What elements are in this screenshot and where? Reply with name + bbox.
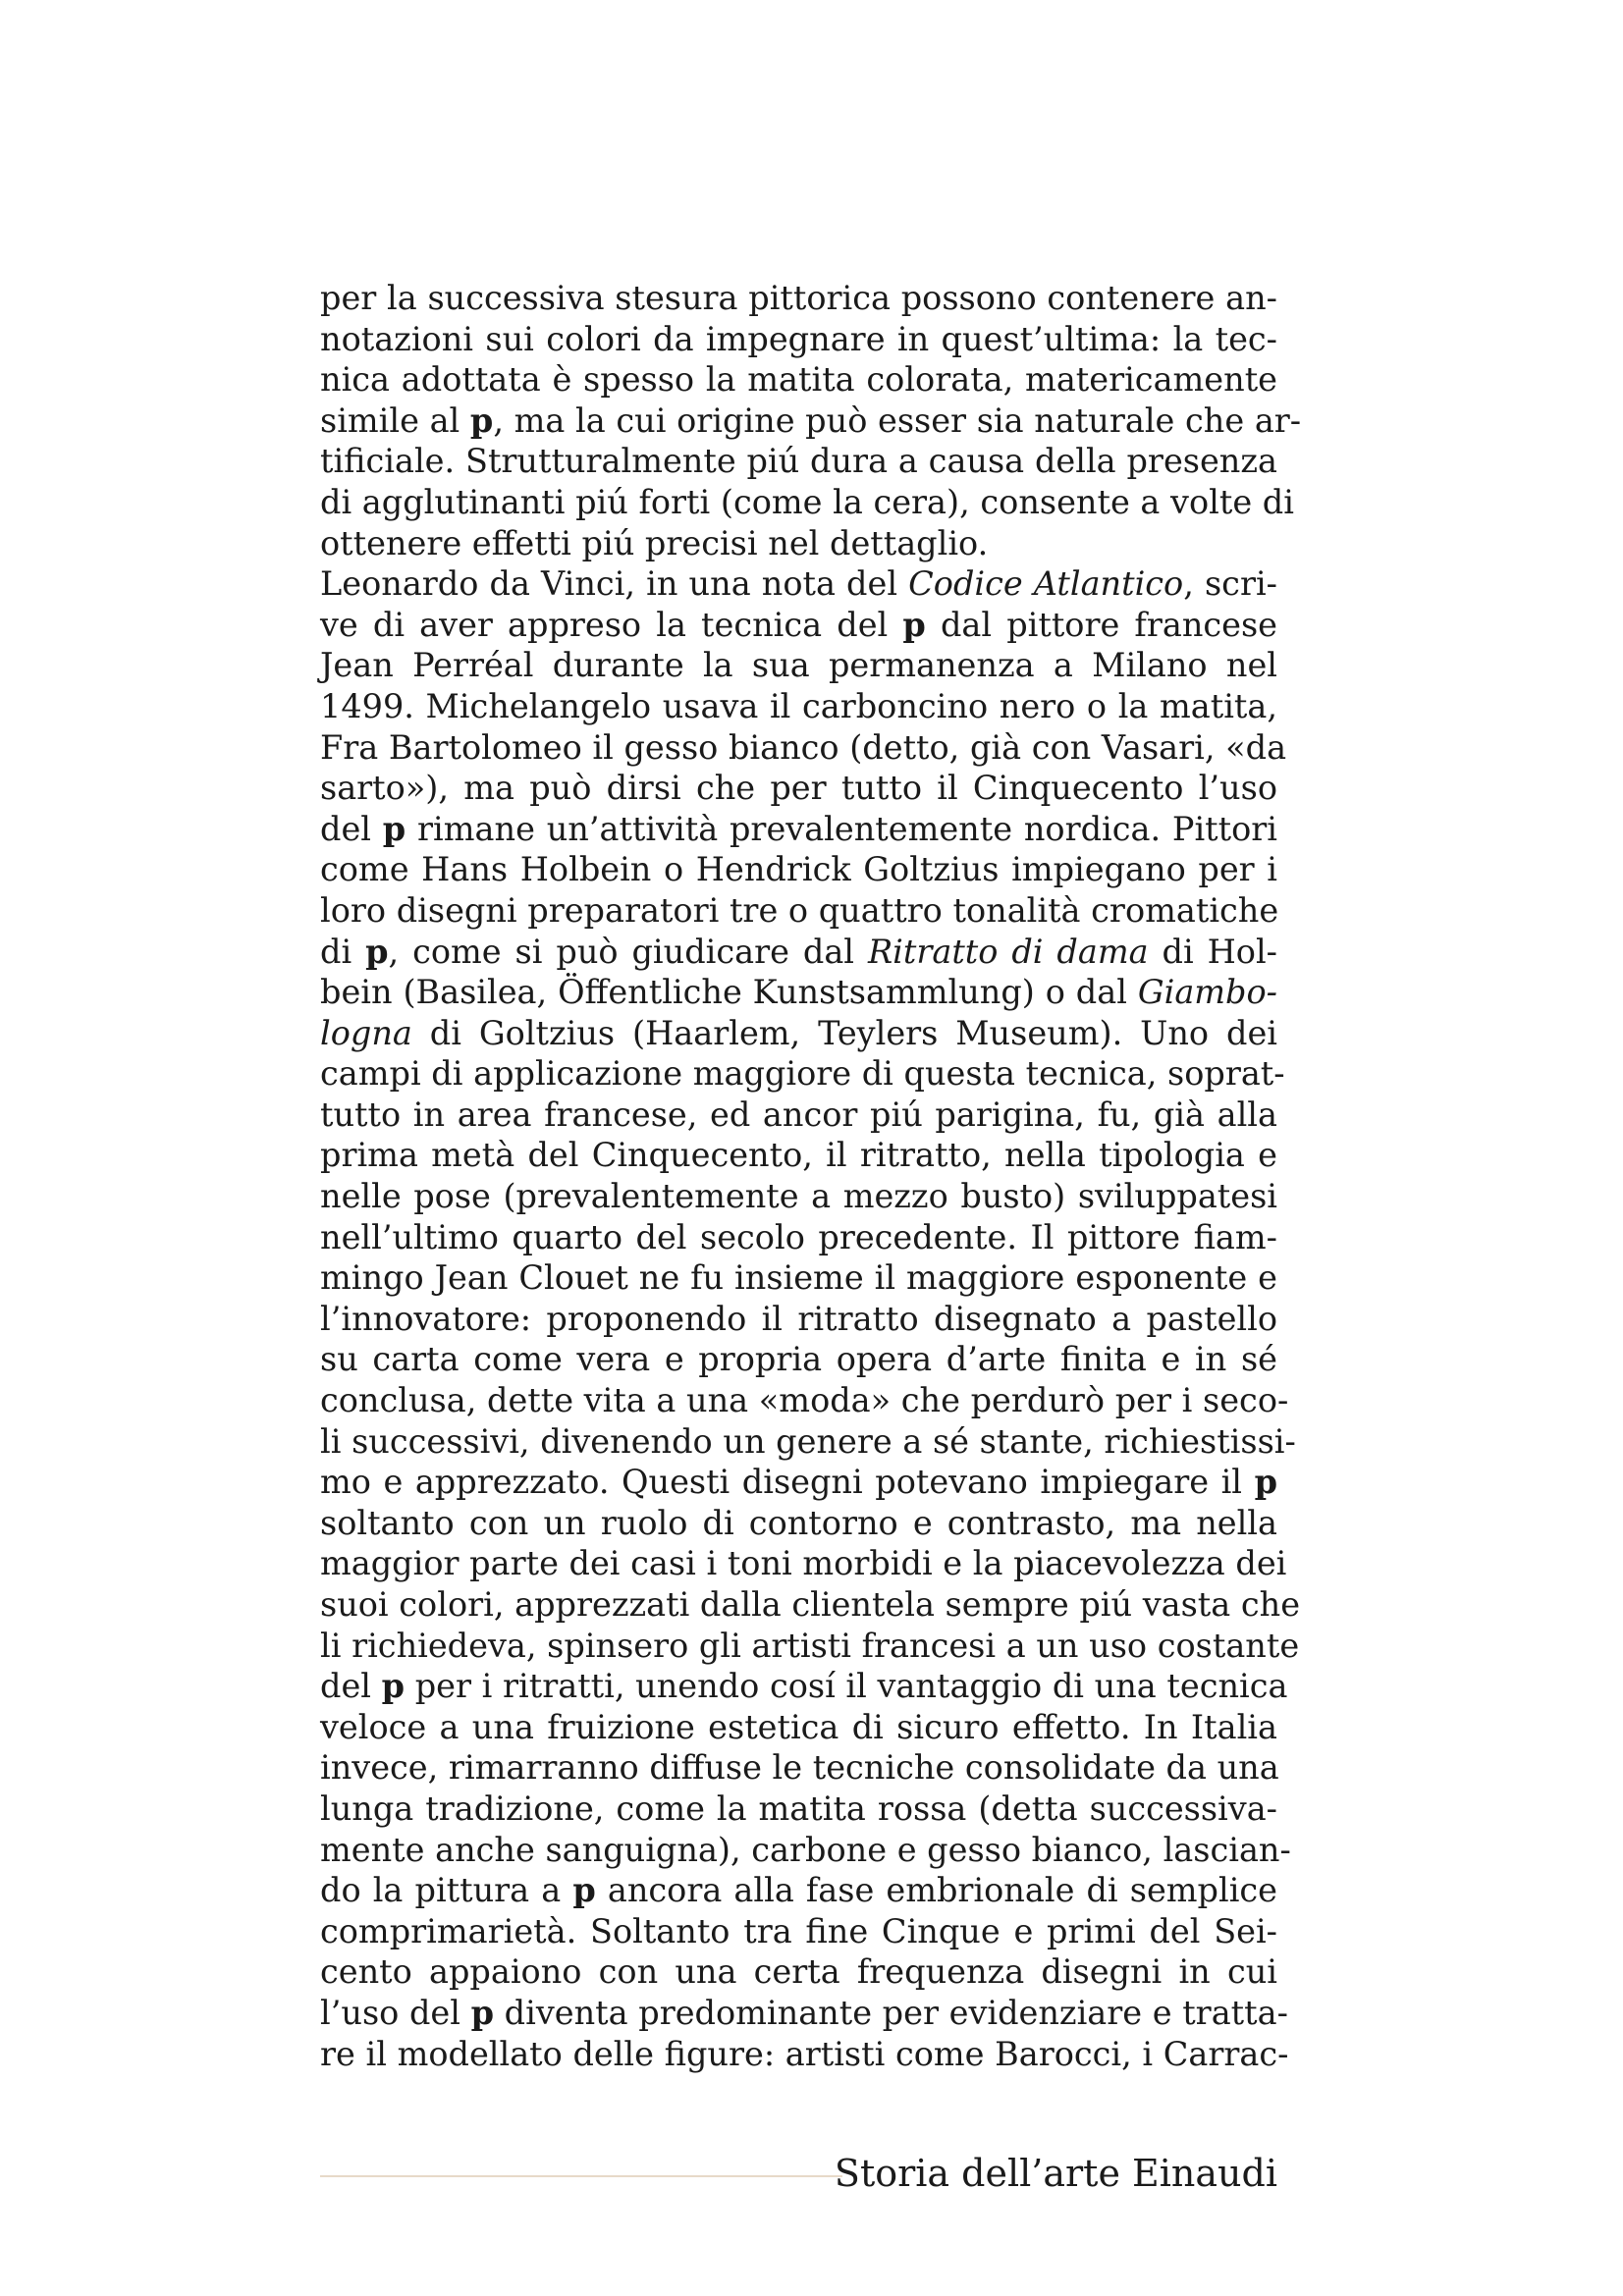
text-segment: loro disegni preparatori tre o quattro tonalità cromatiche — [320, 890, 1279, 930]
text-line — [320, 1830, 1291, 1871]
text-line — [320, 932, 1277, 973]
text-segment: l’uso del — [320, 1993, 471, 2032]
bold-term: p — [470, 1993, 495, 2032]
text-line — [320, 1707, 1277, 1748]
text-segment: di agglutinanti piú forti (come la cera), consente a volte di — [320, 482, 1294, 521]
text-segment: nell’ultimo quarto del secolo precedente. Il pittore fiam- — [320, 1217, 1277, 1256]
italic-title: Giambo- — [1137, 973, 1277, 1012]
text-segment: li successivi, divenendo un genere a sé stante, richiestissi- — [320, 1421, 1296, 1461]
text-line — [320, 441, 1277, 482]
bold-term: p — [572, 1871, 596, 1910]
text-segment: , come si può giudicare dal — [388, 932, 868, 971]
text-segment: ottenere effetti piú precisi nel dettaglio. — [320, 523, 989, 562]
text-line — [320, 1666, 1288, 1707]
text-line — [320, 1299, 1277, 1340]
text-segment: 1499. Michelangelo usava il carboncino nero o la matita, — [320, 686, 1277, 725]
text-segment: veloce a una fruizione estetica di sicuro effetto. In Italia — [320, 1707, 1277, 1746]
text-line — [320, 1380, 1289, 1421]
text-line — [320, 727, 1287, 769]
text-segment: tificiale. Strutturalmente piú dura a causa della presenza — [320, 442, 1277, 481]
text-segment: Fra Bartolomeo il gesso bianco (detto, già con Vasari, «da — [320, 727, 1287, 767]
text-segment: di — [320, 932, 366, 971]
text-line — [320, 849, 1277, 890]
text-segment: su carta come vera e propria opera d’arte finita e in sé — [320, 1340, 1277, 1379]
text-segment: maggior parte dei casi i toni morbidi e la piacevolezza dei — [320, 1544, 1287, 1583]
text-line — [320, 1584, 1301, 1626]
text-line — [320, 1095, 1277, 1136]
text-line — [320, 563, 1277, 605]
text-segment: soltanto con un ruolo di contorno e contrasto, ma nella — [320, 1503, 1277, 1542]
text-segment: conclusa, dette vita a una «moda» che perdurò per i seco- — [320, 1381, 1289, 1420]
italic-title: Ritratto di dama — [867, 932, 1149, 971]
text-segment: di Goltzius (Haarlem, Teylers Museum). Uno dei — [411, 1013, 1277, 1052]
text-line — [320, 768, 1277, 809]
text-line — [320, 1217, 1277, 1258]
text-line — [320, 523, 1277, 564]
text-line — [320, 1257, 1277, 1299]
text-line — [320, 482, 1294, 523]
text-segment: campi di applicazione maggiore di questa tecnica, soprat- — [320, 1054, 1285, 1094]
text-segment: , ma la cui origine può esser sia naturale che ar- — [493, 400, 1302, 440]
text-segment: prima metà del Cinquecento, il ritratto, nella tipologia e — [320, 1136, 1277, 1175]
text-segment: Leonardo da Vinci, in una nota del — [320, 564, 909, 604]
text-segment: invece, rimarranno diffuse le tecniche consolidate da una — [320, 1748, 1279, 1788]
text-segment: nelle pose (prevalentemente a mezzo busto) sviluppatesi — [320, 1177, 1277, 1216]
text-segment: per i ritratti, unendo cosí il vantaggio di una tecnica — [405, 1667, 1288, 1706]
text-segment: do la pittura a — [320, 1871, 573, 1910]
italic-title: Codice Atlantico — [908, 564, 1184, 604]
bold-term: p — [902, 605, 926, 644]
text-line — [320, 890, 1277, 932]
text-segment: nica adottata è spesso la matita colorata, matericamente — [320, 360, 1277, 400]
text-line — [320, 400, 1302, 442]
text-segment: li richiedeva, spinsero gli artisti francesi a un uso costante — [320, 1626, 1300, 1665]
text-line — [320, 1339, 1277, 1380]
text-line — [320, 1993, 1288, 2034]
text-segment: di Hol- — [1148, 932, 1277, 971]
text-line — [320, 686, 1277, 727]
text-line — [320, 1951, 1277, 1993]
text-segment: sarto»), ma può dirsi che per tutto il Cinquecento l’uso — [320, 769, 1277, 808]
text-segment: comprimarietà. Soltanto tra fine Cinque e primi del Sei- — [320, 1911, 1277, 1950]
text-line — [320, 809, 1277, 850]
text-segment: per la successiva stesura pittorica possono contenere an- — [320, 279, 1277, 317]
text-line — [320, 1911, 1277, 1952]
text-segment: del — [320, 809, 383, 848]
text-line — [320, 605, 1277, 646]
bold-term: p — [382, 809, 406, 848]
bold-term: p — [469, 400, 494, 440]
text-line — [320, 1747, 1277, 1789]
text-line — [320, 2034, 1289, 2075]
text-line — [320, 1462, 1277, 1503]
text-line — [320, 1543, 1287, 1584]
text-segment: lunga tradizione, come la matita rossa (detta successiva- — [320, 1789, 1277, 1828]
text-segment: diventa predominante per evidenziare e tratta- — [494, 1993, 1288, 2032]
bold-term: p — [365, 932, 389, 971]
text-segment: come Hans Holbein o Hendrick Goltzius impiegano per i — [320, 850, 1277, 889]
text-line — [320, 645, 1277, 686]
text-line — [320, 1013, 1277, 1054]
text-segment: cento appaiono con una certa frequenza disegni in cui — [320, 1952, 1277, 1992]
text-segment: notazioni sui colori da impegnare in quest’ultima: la tec- — [320, 319, 1277, 358]
text-line — [320, 319, 1277, 360]
text-line — [320, 278, 1277, 319]
text-segment: dal pittore francese — [925, 605, 1277, 644]
text-segment: suoi colori, apprezzati dalla clientela sempre piú vasta che — [320, 1585, 1301, 1624]
text-segment: ve di aver appreso la tecnica del — [320, 605, 903, 644]
text-segment: rimane un’attività prevalentemente nordica. Pittori — [406, 809, 1277, 848]
text-segment: Jean Perréal durante la sua permanenza a Milano nel — [320, 646, 1277, 685]
text-line — [320, 1870, 1277, 1911]
body-text — [320, 278, 1302, 2074]
text-line — [320, 1135, 1277, 1176]
text-segment: del — [320, 1667, 382, 1706]
text-line — [320, 359, 1277, 400]
text-line — [320, 1053, 1285, 1095]
text-segment: mingo Jean Clouet ne fu insieme il maggiore esponente e — [320, 1258, 1277, 1298]
text-line — [320, 1421, 1296, 1463]
text-segment: ancora alla fase embrionale di semplice — [595, 1871, 1277, 1910]
text-line — [320, 972, 1277, 1013]
text-segment: l’innovatore: proponendo il ritratto disegnato a pastello — [320, 1299, 1277, 1338]
text-line — [320, 1626, 1300, 1667]
text-segment: mo e apprezzato. Questi disegni potevano impiegare il — [320, 1463, 1255, 1502]
bold-term: p — [381, 1667, 406, 1706]
text-line — [320, 1503, 1277, 1544]
italic-title: logna — [320, 1013, 412, 1052]
text-line — [320, 1789, 1277, 1830]
footer-rule — [320, 2175, 842, 2177]
text-line — [320, 1176, 1277, 1217]
text-segment: bein (Basilea, Öffentliche Kunstsammlung) o dal — [320, 973, 1138, 1012]
footer-title: Storia dell’arte Einaudi — [834, 2152, 1277, 2195]
text-segment: , scri- — [1183, 564, 1277, 604]
text-segment: re il modellato delle figure: artisti come Barocci, i Carrac- — [320, 2034, 1289, 2073]
text-segment: tutto in area francese, ed ancor piú parigina, fu, già alla — [320, 1095, 1277, 1134]
text-segment: simile al — [320, 400, 470, 440]
bold-term: p — [1254, 1463, 1277, 1502]
text-segment: mente anche sanguigna), carbone e gesso bianco, lascian- — [320, 1830, 1291, 1869]
